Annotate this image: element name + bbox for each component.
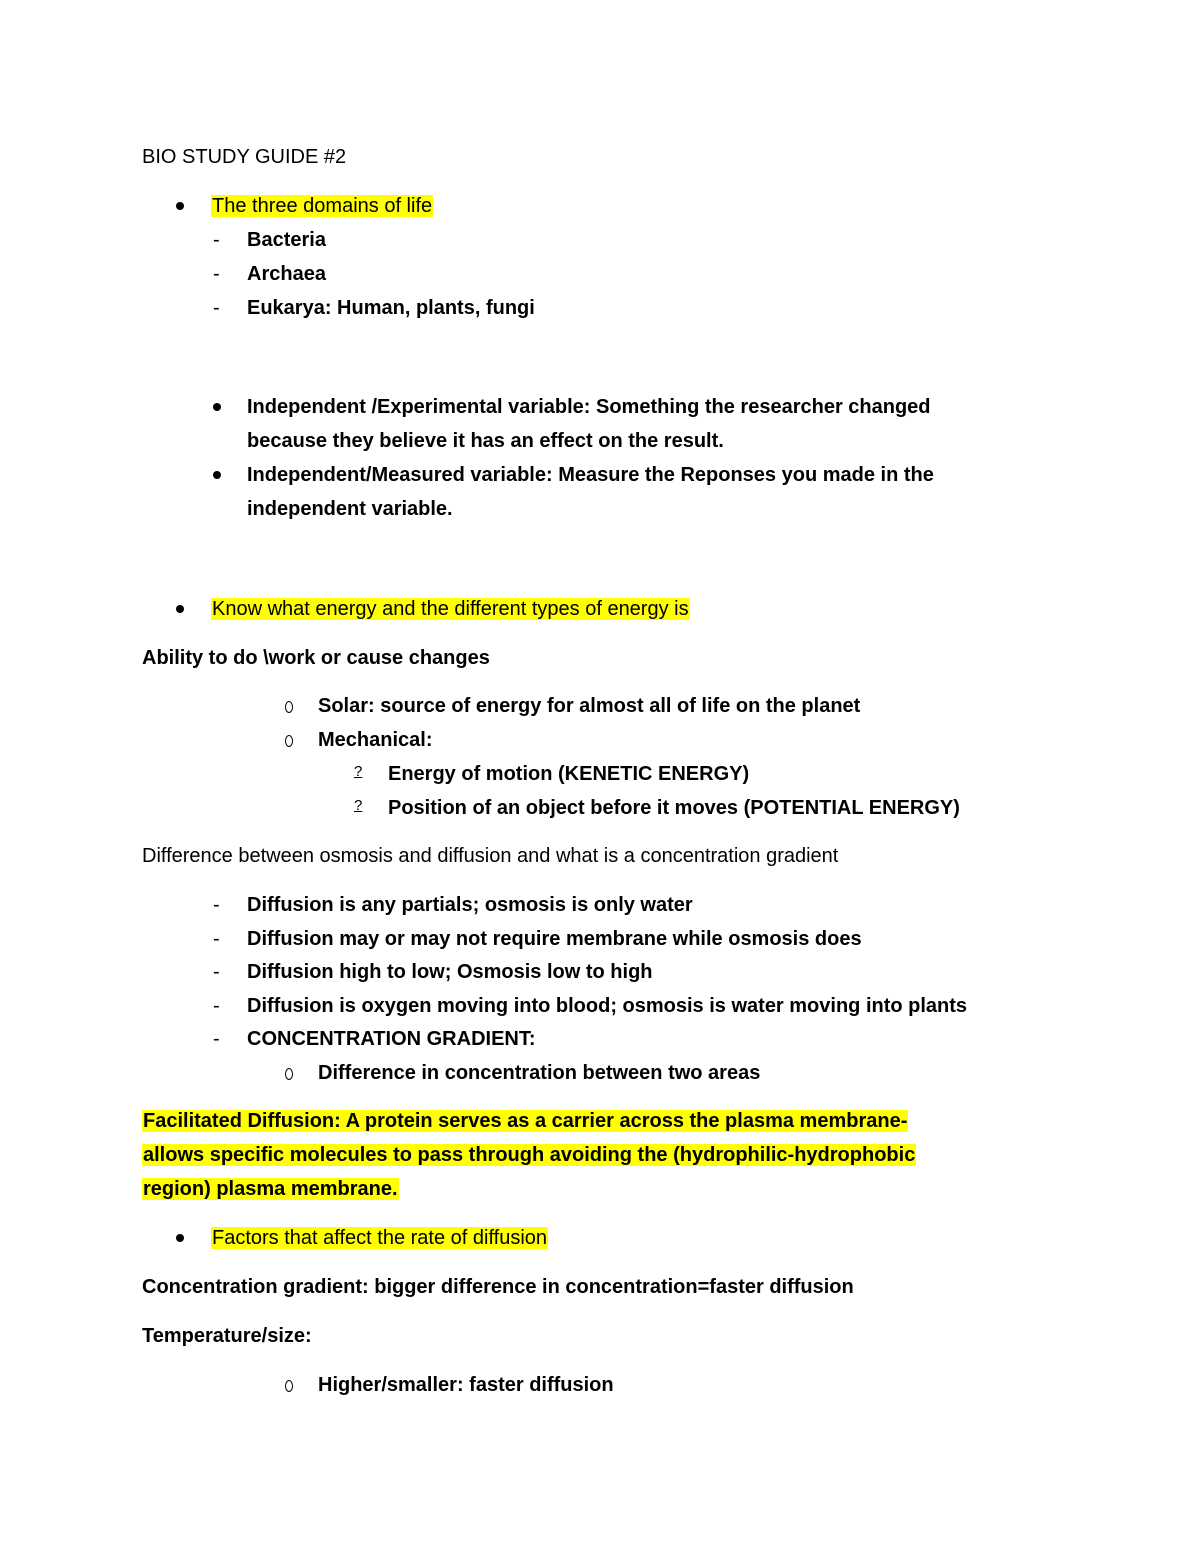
energy-definition: Ability to do \work or cause changes bbox=[142, 647, 490, 669]
bullet-icon bbox=[176, 1234, 184, 1242]
circle-bullet-icon bbox=[285, 735, 293, 747]
facilitated-line3: region) plasma membrane. bbox=[143, 1178, 398, 1200]
bullet-icon bbox=[176, 605, 184, 613]
gradient-definition: Difference in concentration between two areas bbox=[318, 1062, 761, 1084]
factor-temperature-detail: Higher/smaller: faster diffusion bbox=[318, 1374, 614, 1396]
domain-item-bacteria: Bacteria bbox=[247, 229, 326, 251]
domains-heading: The three domains of life bbox=[212, 195, 433, 217]
dash-marker: - bbox=[213, 995, 220, 1017]
circle-bullet-icon bbox=[285, 701, 293, 713]
energy-potential: Position of an object before it moves (POTENTIAL ENERGY) bbox=[388, 797, 960, 819]
dash-marker: - bbox=[213, 229, 220, 251]
osmosis-item: Diffusion may or may not require membrane while osmosis does bbox=[247, 928, 862, 950]
dash-marker: - bbox=[213, 263, 220, 285]
dash-marker: - bbox=[213, 1028, 220, 1050]
dash-marker: - bbox=[213, 894, 220, 916]
document-title: BIO STUDY GUIDE #2 bbox=[142, 146, 347, 168]
independent-variable-line2: because they believe it has an effect on the result. bbox=[247, 430, 724, 452]
facilitated-line1: Facilitated Diffusion: A protein serves as a carrier across the plasma membrane- bbox=[143, 1110, 908, 1132]
dash-marker: - bbox=[213, 961, 220, 983]
circle-bullet-icon bbox=[285, 1380, 293, 1392]
energy-kinetic: Energy of motion (KENETIC ENERGY) bbox=[388, 763, 750, 785]
osmosis-item: Diffusion is oxygen moving into blood; osmosis is water moving into plants bbox=[247, 995, 968, 1017]
missing-glyph-icon: ? bbox=[354, 797, 363, 814]
osmosis-heading: Difference between osmosis and diffusion and what is a concentration gradient bbox=[142, 845, 839, 867]
osmosis-item: Diffusion is any partials; osmosis is only water bbox=[247, 894, 693, 916]
bullet-icon bbox=[213, 403, 221, 411]
bullet-icon bbox=[176, 202, 184, 210]
bullet-icon bbox=[213, 471, 221, 479]
domain-item-archaea: Archaea bbox=[247, 263, 326, 285]
dash-marker: - bbox=[213, 297, 220, 319]
domain-item-eukarya: Eukarya: Human, plants, fungi bbox=[247, 297, 535, 319]
osmosis-item: Diffusion high to low; Osmosis low to high bbox=[247, 961, 653, 983]
measured-variable-line2: independent variable. bbox=[247, 498, 453, 520]
energy-solar: Solar: source of energy for almost all of life on the planet bbox=[318, 695, 861, 717]
osmosis-item: CONCENTRATION GRADIENT: bbox=[247, 1028, 536, 1050]
circle-bullet-icon bbox=[285, 1068, 293, 1080]
missing-glyph-icon: ? bbox=[354, 763, 363, 780]
independent-variable-line1: Independent /Experimental variable: Something the researcher changed bbox=[247, 396, 931, 418]
factor-temperature: Temperature/size: bbox=[142, 1325, 312, 1347]
factors-heading: Factors that affect the rate of diffusion bbox=[212, 1227, 548, 1249]
factor-gradient: Concentration gradient: bigger difference in concentration=faster diffusion bbox=[142, 1276, 854, 1298]
dash-marker: - bbox=[213, 928, 220, 950]
energy-heading: Know what energy and the different types of energy is bbox=[212, 598, 689, 620]
facilitated-line2: allows specific molecules to pass through avoiding the (hydrophilic-hydrophobic bbox=[143, 1144, 916, 1166]
measured-variable-line1: Independent/Measured variable: Measure the Reponses you made in the bbox=[247, 464, 934, 486]
energy-mechanical: Mechanical: bbox=[318, 729, 433, 751]
